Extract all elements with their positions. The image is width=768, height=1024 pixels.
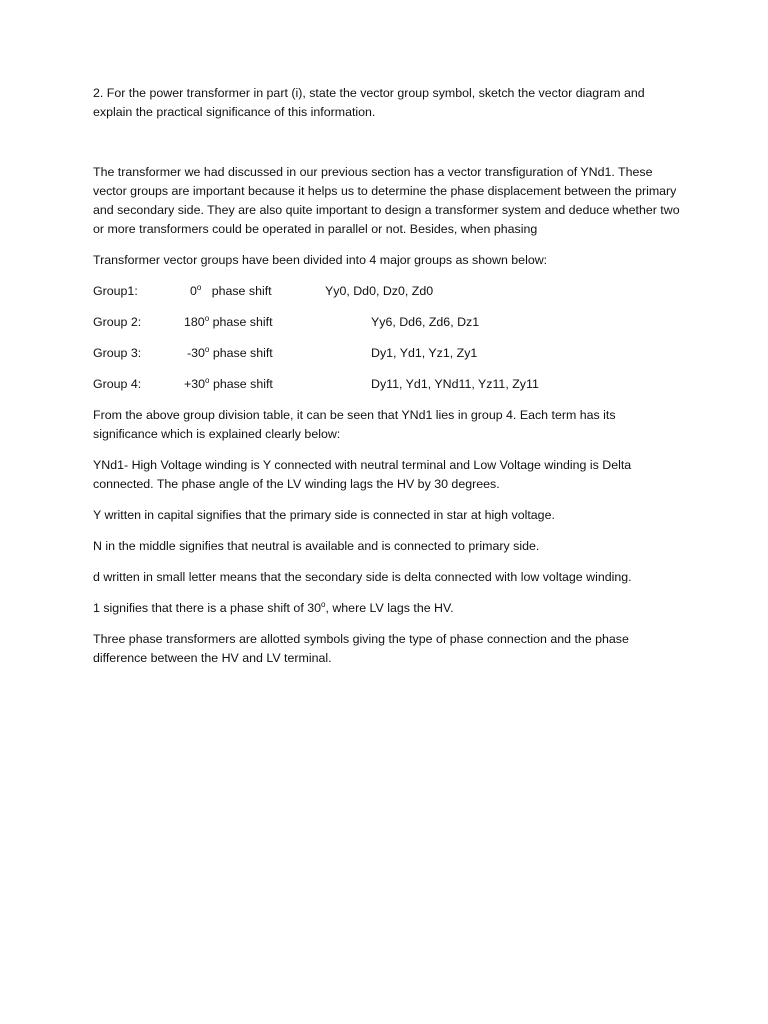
explanation-paragraph: Y written in capital signifies that the primary side is connected in star at high voltage. (93, 508, 555, 522)
group-name: Group 4: (93, 377, 142, 391)
group-vectors: Dy1, Yd1, Yz1, Zy1 (371, 346, 478, 360)
group-row-2 (93, 313, 683, 332)
intro-paragraph: The transformer we had discussed in our previous section has a vector transfiguration of YNd1. These vector groups are important because it helps us to determine the phase displacement between the primary and secondary side. They are also quite important to design a transformer system and deduce whether two or more transformers could be operated in parallel or not. Besides, when phasing (93, 165, 680, 236)
group-vectors: Yy6, Dd6, Zd6, Dz1 (371, 315, 480, 329)
group-phase-shift: 180$^o$ phase shift (184, 314, 273, 329)
explanation-paragraph: From the above group division table, it can be seen that YNd1 lies in group 4. Each term has its significance which is explained clearly below: (93, 408, 616, 441)
document-page (93, 84, 683, 680)
explanation-paragraph: YNd1- High Voltage winding is Y connected with neutral terminal and Low Voltage winding is Delta connected. The phase angle of the LV winding lags the HV by 30 degrees. (93, 458, 632, 491)
group-name: Group 3: (93, 346, 142, 360)
closing-paragraph: Three phase transformers are allotted symbols giving the type of phase connection and the phase difference between the HV and LV terminal. (93, 632, 629, 665)
group-vectors: Dy11, Yd1, YNd11, Yz11, Zy11 (371, 377, 539, 391)
question-text: 2. For the power transformer in part (i), state the vector group symbol, sketch the vector diagram and explain the practical significance of this information. (93, 86, 645, 119)
phase-shift-note: 1 signifies that there is a phase shift of 30$^o$, where LV lags the HV. (93, 600, 454, 615)
group-row-3 (93, 344, 683, 363)
group-name: Group 2: (93, 315, 142, 329)
group-row-1 (93, 282, 683, 301)
group-name: Group1: (93, 284, 138, 298)
group-phase-shift: $+30^o$ phase shift (184, 376, 273, 391)
explanation-paragraph: N in the middle signifies that neutral is available and is connected to primary side. (93, 539, 540, 553)
group-row-4 (93, 375, 683, 394)
group-phase-shift: -30$^o$ phase shift (187, 345, 273, 360)
group-phase-shift: 0$^o$ phase shift (190, 283, 272, 298)
groups-lead-text: Transformer vector groups have been divided into 4 major groups as shown below: (93, 253, 548, 267)
group-vectors: Yy0, Dd0, Dz0, Zd0 (325, 284, 434, 298)
explanation-paragraph: d written in small letter means that the secondary side is delta connected with low voltage winding. (93, 570, 632, 584)
